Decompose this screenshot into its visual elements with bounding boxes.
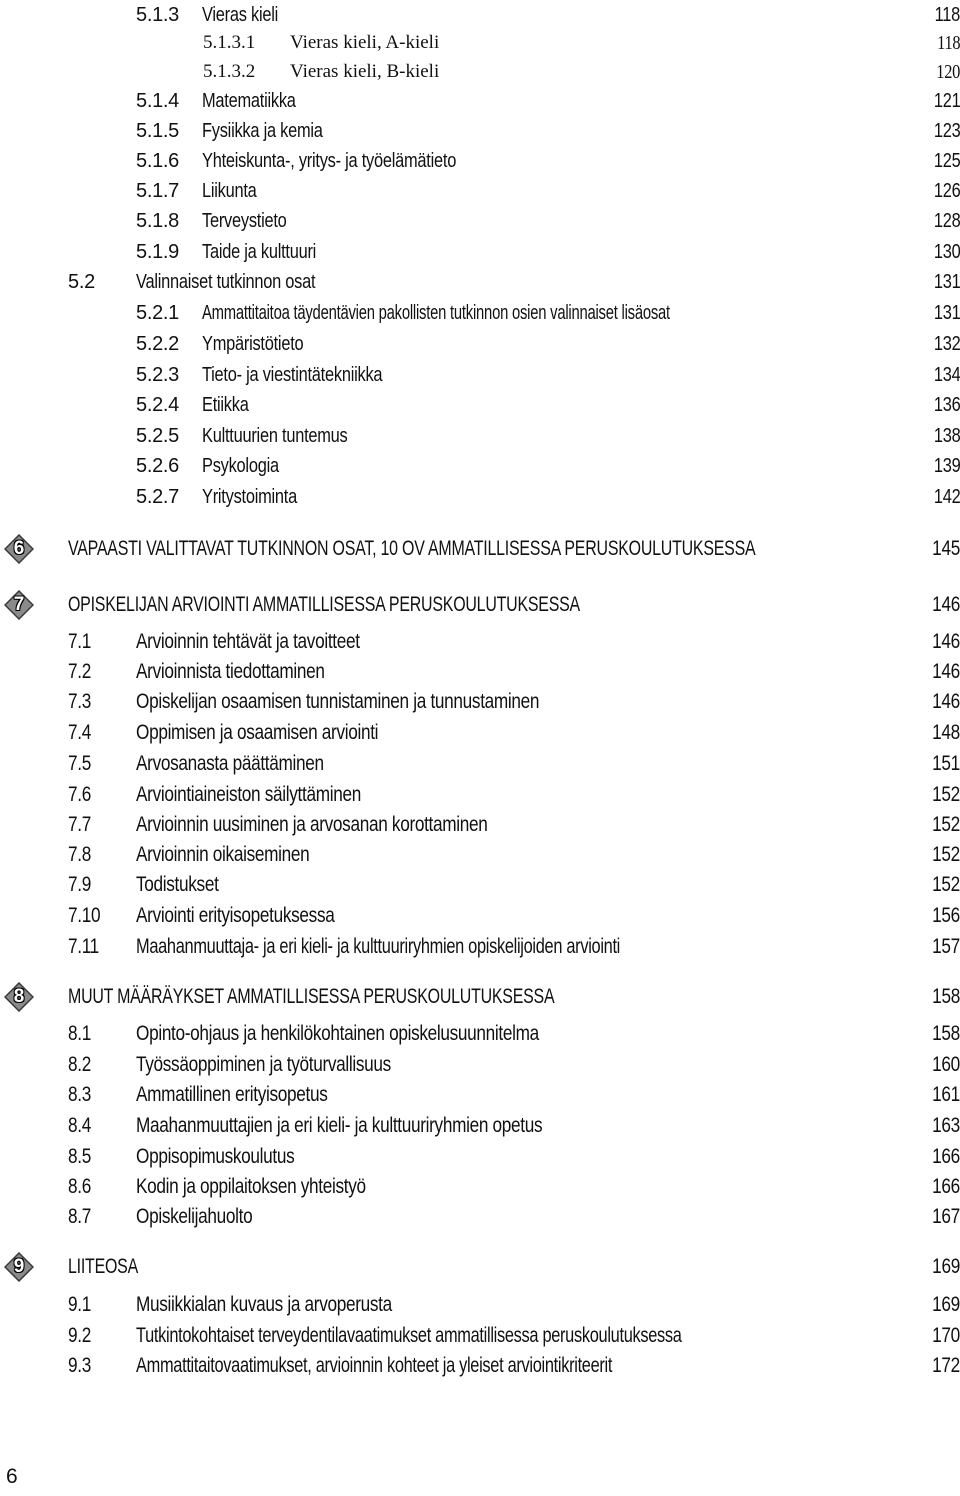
toc-entry[interactable] xyxy=(0,0,960,30)
toc-page: 152 xyxy=(932,783,960,806)
toc-entry[interactable] xyxy=(0,267,960,297)
toc-page: 169 xyxy=(932,1255,960,1278)
toc-entry[interactable] xyxy=(0,901,960,931)
toc-entry[interactable] xyxy=(0,810,960,840)
toc-title: Terveystieto xyxy=(202,210,287,232)
toc-page: 166 xyxy=(932,1175,960,1198)
badge-number: 7 xyxy=(13,594,25,615)
toc-number: 5.2.3 xyxy=(136,364,179,386)
toc-entry[interactable] xyxy=(0,206,960,236)
toc-entry[interactable] xyxy=(0,718,960,748)
toc-title: Psykologia xyxy=(202,455,279,477)
toc-title: Todistukset xyxy=(136,873,219,896)
toc-entry[interactable] xyxy=(0,870,960,900)
toc-title: MUUT MÄÄRÄYKSET AMMATILLISESSA PERUSKOULUTUKSESSA xyxy=(68,985,555,1008)
toc-title: Työssäoppiminen ja työturvallisuus xyxy=(136,1053,391,1076)
toc-page: 152 xyxy=(932,843,960,866)
toc-number: 5.1.3 xyxy=(136,4,179,26)
toc-entry[interactable] xyxy=(0,28,960,58)
toc-page: 130 xyxy=(933,241,960,263)
toc-entry[interactable] xyxy=(0,116,960,146)
toc-entry[interactable] xyxy=(0,1290,960,1320)
toc-number: 7.4 xyxy=(68,721,91,744)
toc-title: Oppisopimuskoulutus xyxy=(136,1145,295,1168)
toc-entry[interactable] xyxy=(0,627,960,657)
toc-number: 7.2 xyxy=(68,660,91,683)
toc-page: 163 xyxy=(932,1114,960,1137)
toc-number: 8.2 xyxy=(68,1053,91,1076)
toc-number: 5.1.9 xyxy=(136,241,179,263)
toc-title: Arviointi erityisopetuksessa xyxy=(136,904,335,927)
toc-number: 9.3 xyxy=(68,1354,91,1377)
toc-title: Valinnaiset tutkinnon osat xyxy=(136,271,316,293)
badge-number: 8 xyxy=(13,986,25,1007)
toc-page: 152 xyxy=(932,813,960,836)
toc-page: 118 xyxy=(934,4,960,26)
toc-number: 5.2.6 xyxy=(136,455,179,477)
toc-title: Ammatillinen erityisopetus xyxy=(136,1083,328,1106)
toc-title: Arvioinnin uusiminen ja arvosanan korottaminen xyxy=(136,813,488,836)
toc-page: 170 xyxy=(932,1324,960,1347)
toc-entry[interactable] xyxy=(0,237,960,267)
toc-title: Tieto- ja viestintätekniikka xyxy=(202,364,383,386)
toc-entry[interactable] xyxy=(0,360,960,390)
toc-chapter[interactable] xyxy=(0,1252,960,1282)
toc-entry[interactable] xyxy=(0,1050,960,1080)
toc-entry[interactable] xyxy=(0,749,960,779)
toc-title: Oppimisen ja osaamisen arviointi xyxy=(136,721,379,744)
toc-page: 148 xyxy=(932,721,960,744)
toc-entry[interactable] xyxy=(0,840,960,870)
toc-entry[interactable] xyxy=(0,1111,960,1141)
toc-title: Kulttuurien tuntemus xyxy=(202,425,348,447)
toc-number: 5.2 xyxy=(68,271,95,293)
toc-page: 158 xyxy=(932,1022,960,1045)
toc-page: 157 xyxy=(932,935,960,958)
toc-number: 5.1.8 xyxy=(136,210,179,232)
page-number: 6 xyxy=(6,1465,18,1488)
toc-page: 132 xyxy=(933,333,960,355)
toc-number: 7.3 xyxy=(68,690,91,713)
toc-number: 5.1.7 xyxy=(136,180,179,202)
toc-number: 7.9 xyxy=(68,873,91,896)
toc-entry[interactable] xyxy=(0,657,960,687)
toc-number: 5.2.7 xyxy=(136,486,179,508)
toc-page: 151 xyxy=(932,752,960,775)
toc-number: 8.1 xyxy=(68,1022,91,1045)
toc-entry[interactable] xyxy=(0,1321,960,1351)
toc-title: Yritystoiminta xyxy=(202,486,297,508)
toc-title: Vieras kieli, A-kieli xyxy=(290,32,440,53)
toc-number: 7.5 xyxy=(68,752,91,775)
toc-page: 145 xyxy=(932,537,960,560)
toc-entry[interactable] xyxy=(0,482,960,512)
toc-title: VAPAASTI VALITTAVAT TUTKINNON OSAT, 10 OV AMMATILLISESSA PERUSKOULUTUKSESSA xyxy=(68,537,756,560)
toc-title: Tutkintokohtaiset terveydentilavaatimukset ammatillisessa peruskoulutuksessa xyxy=(136,1324,682,1347)
toc-entry[interactable] xyxy=(0,298,960,328)
toc-number: 5.1.5 xyxy=(136,120,179,142)
toc-chapter[interactable] xyxy=(0,982,960,1012)
toc-page: 118 xyxy=(936,32,960,54)
toc-entry[interactable] xyxy=(0,176,960,206)
toc-title: Ammattitaitoa täydentävien pakollisten tutkinnon osien valinnaiset lisäosat xyxy=(202,302,670,324)
toc-page: 125 xyxy=(933,150,960,172)
toc-chapter[interactable] xyxy=(0,590,960,620)
toc-title: Fysiikka ja kemia xyxy=(202,120,323,142)
toc-page: 134 xyxy=(933,364,960,386)
toc-title: Etiikka xyxy=(202,394,249,416)
toc-title: Opiskelijahuolto xyxy=(136,1205,253,1228)
toc-title: Opiskelijan osaamisen tunnistaminen ja tunnustaminen xyxy=(136,690,540,713)
toc-number: 7.10 xyxy=(68,904,101,927)
toc-title: Vieras kieli xyxy=(202,4,279,26)
toc-title: Arvioinnin oikaiseminen xyxy=(136,843,310,866)
toc-title: Musiikkialan kuvaus ja arvoperusta xyxy=(136,1293,392,1316)
toc-page: 131 xyxy=(933,271,960,293)
toc-page: 120 xyxy=(936,61,960,83)
toc-number: 5.1.6 xyxy=(136,150,179,172)
toc-entry[interactable] xyxy=(0,1142,960,1172)
toc-entry[interactable] xyxy=(0,1172,960,1202)
toc-page: 146 xyxy=(932,593,960,616)
toc-title: Arviointiaineiston säilyttäminen xyxy=(136,783,361,806)
toc-title: Arvioinnin tehtävät ja tavoitteet xyxy=(136,630,360,653)
toc-entry[interactable] xyxy=(0,390,960,420)
toc-entry[interactable] xyxy=(0,780,960,810)
toc-number: 5.1.3.2 xyxy=(203,61,256,82)
toc-title: Opinto-ohjaus ja henkilökohtainen opiskelusuunnitelma xyxy=(136,1022,539,1045)
toc-page: 121 xyxy=(933,90,960,112)
toc-number: 5.2.4 xyxy=(136,394,179,416)
toc-page: 142 xyxy=(933,486,960,508)
toc-title: Ammattitaitovaatimukset, arvioinnin kohteet ja yleiset arviointikriteerit xyxy=(136,1354,613,1377)
toc-page: 152 xyxy=(932,873,960,896)
toc-page: 146 xyxy=(932,630,960,653)
toc-number: 7.8 xyxy=(68,843,91,866)
toc-title: Maahanmuuttaja- ja eri kieli- ja kulttuuriryhmien opiskelijoiden arviointi xyxy=(136,935,621,958)
toc-title: Yhteiskunta-, yritys- ja työelämätieto xyxy=(202,150,457,172)
toc-number: 5.2.2 xyxy=(136,333,179,355)
toc-title: Matematiikka xyxy=(202,90,296,112)
toc-number: 7.6 xyxy=(68,783,91,806)
toc-page: 160 xyxy=(932,1053,960,1076)
toc-page: 172 xyxy=(932,1354,960,1377)
toc-number: 9.2 xyxy=(68,1324,91,1347)
toc-title: OPISKELIJAN ARVIOINTI AMMATILLISESSA PERUSKOULUTUKSESSA xyxy=(68,593,580,616)
toc-page: 158 xyxy=(932,985,960,1008)
toc-page: 166 xyxy=(932,1145,960,1168)
toc-page: 123 xyxy=(933,120,960,142)
toc-entry[interactable] xyxy=(0,1019,960,1049)
toc-title: Arvioinnista tiedottaminen xyxy=(136,660,325,683)
toc-number: 5.2.5 xyxy=(136,425,179,447)
toc-title: Maahanmuuttajien ja eri kieli- ja kulttuuriryhmien opetus xyxy=(136,1114,543,1137)
toc-number: 5.1.3.1 xyxy=(203,32,256,53)
toc-title: Ympäristötieto xyxy=(202,333,304,355)
toc-page: 146 xyxy=(932,660,960,683)
toc-chapter[interactable] xyxy=(0,534,960,564)
toc-page: 128 xyxy=(933,210,960,232)
badge-number: 6 xyxy=(13,538,25,559)
toc-number: 8.3 xyxy=(68,1083,91,1106)
toc-number: 8.6 xyxy=(68,1175,91,1198)
toc-entry[interactable] xyxy=(0,1202,960,1232)
toc-entry[interactable] xyxy=(0,1351,960,1381)
toc-page: 138 xyxy=(933,425,960,447)
toc-entry[interactable] xyxy=(0,687,960,717)
toc-number: 8.5 xyxy=(68,1145,91,1168)
toc-page: 161 xyxy=(932,1083,960,1106)
toc-page: 131 xyxy=(933,302,960,324)
toc-number: 8.4 xyxy=(68,1114,91,1137)
toc-page: 136 xyxy=(933,394,960,416)
toc-page: 156 xyxy=(932,904,960,927)
badge-number: 9 xyxy=(13,1256,25,1277)
toc-page: 126 xyxy=(933,180,960,202)
toc-entry[interactable] xyxy=(0,57,960,87)
toc-entry[interactable] xyxy=(0,86,960,116)
toc-page: 139 xyxy=(933,455,960,477)
toc-number: 9.1 xyxy=(68,1293,91,1316)
toc-entry[interactable] xyxy=(0,1080,960,1110)
toc-title: Vieras kieli, B-kieli xyxy=(290,61,440,82)
toc-page: 146 xyxy=(932,690,960,713)
toc-title: Kodin ja oppilaitoksen yhteistyö xyxy=(136,1175,366,1198)
toc-number: 7.1 xyxy=(68,630,91,653)
toc-entry[interactable] xyxy=(0,146,960,176)
toc-number: 5.2.1 xyxy=(136,302,179,324)
toc-number: 5.1.4 xyxy=(136,90,179,112)
toc-entry[interactable] xyxy=(0,932,960,962)
toc-title: Liikunta xyxy=(202,180,257,202)
toc-number: 7.11 xyxy=(68,935,99,958)
toc-title: LIITEOSA xyxy=(68,1255,139,1278)
toc-entry[interactable] xyxy=(0,329,960,359)
toc-entry[interactable] xyxy=(0,421,960,451)
toc-number: 8.7 xyxy=(68,1205,91,1228)
toc-page: 169 xyxy=(932,1293,960,1316)
toc-number: 7.7 xyxy=(68,813,91,836)
toc-title: Taide ja kulttuuri xyxy=(202,241,317,263)
toc-entry[interactable] xyxy=(0,451,960,481)
toc-page: 167 xyxy=(932,1205,960,1228)
toc-title: Arvosanasta päättäminen xyxy=(136,752,324,775)
